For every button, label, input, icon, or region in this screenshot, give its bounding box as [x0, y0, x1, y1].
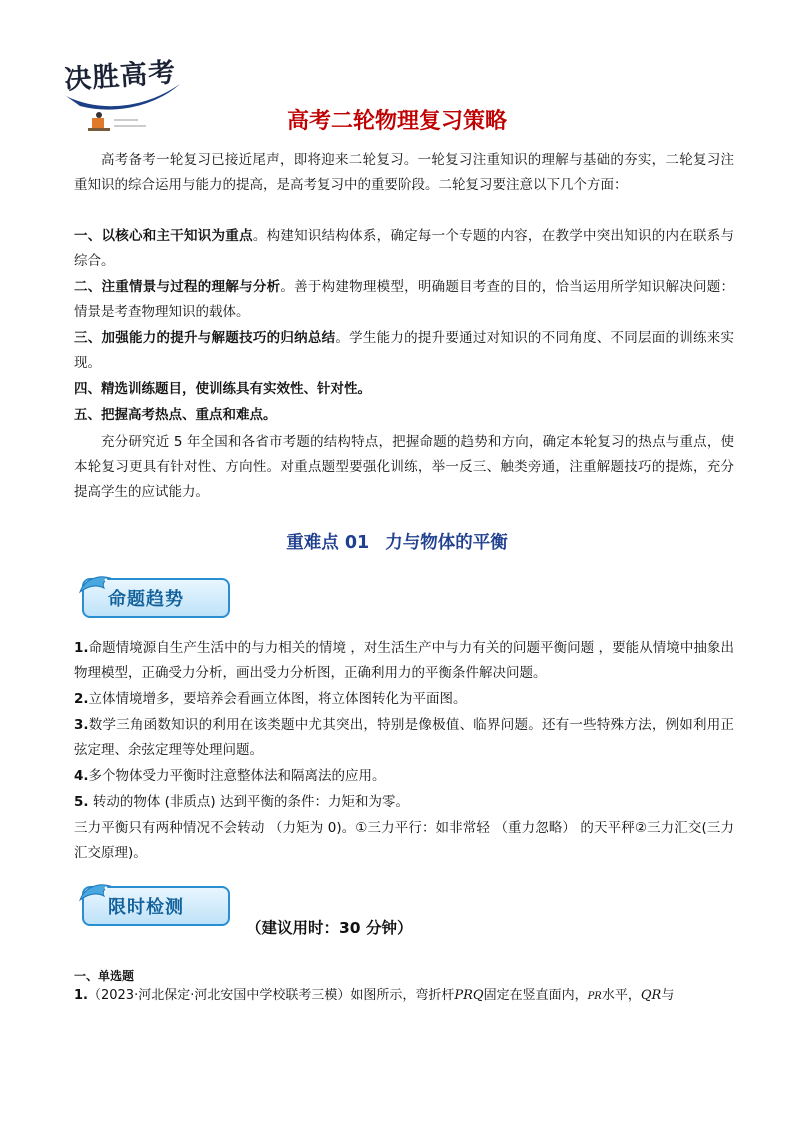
- trend-badge: [76, 572, 232, 622]
- item-text: 立体情境增多，要培养会看画立体图，将立体图转化为平面图。: [88, 691, 467, 707]
- trend-item-4: [74, 764, 734, 789]
- question-section-heading: 一、单选题: [74, 969, 135, 983]
- point-text: 。善于构建物理模型，明确题目考查的目的，恰当运用所学知识解决问题：情景是考查物理知识的载体。: [74, 279, 735, 320]
- closing-paragraph: 充分研究近 5 年全国和各省市考题的结构特点，把握命题的趋势和方向，确定本轮复习的热点与重点，使本轮复习更具有针对性、方向性。对重点题型要强化训练，举一反三、触类旁通，注重解题技巧的提炼，充分提高学生的应试能力。: [74, 434, 734, 500]
- time-hint: （建议用时：30 分钟）: [246, 919, 413, 937]
- trend-item-2: [74, 687, 734, 712]
- trend-item-5: [74, 790, 734, 815]
- badge-label: 命题趋势: [108, 589, 184, 610]
- trend-item-3: [74, 713, 734, 763]
- point-heading: 一、以核心和主干知识为重点: [74, 228, 253, 244]
- strategy-point-3: [74, 326, 734, 376]
- strategy-point-4: [74, 377, 734, 402]
- point-heading: 三、加强能力的提升与解题技巧的归纳总结: [74, 330, 336, 346]
- page-title: 高考二轮物理复习策略: [286, 109, 507, 134]
- trend-note: 三力平衡只有两种情况不会转动 （力矩为 0)。①三力平行：如非常轻 （重力忽略） 的天平秤②三力汇交(三力汇交原理)。: [74, 820, 734, 861]
- badge-label: 限时检测: [108, 897, 184, 918]
- point-heading: 五、把握高考热点、重点和难点。: [74, 407, 277, 423]
- item-number: 3.: [74, 717, 89, 733]
- question-text: 水平，: [601, 988, 641, 1003]
- math-var: PRQ: [454, 988, 484, 1003]
- point-text: 。构建知识结构体系，确定每一个专题的内容，在教学中突出知识的内在联系与综合。: [74, 228, 735, 269]
- item-text: 数学三角函数知识的利用在该类题中尤其突出，特别是像极值、临界问题。还有一些特殊方法，例如利用正弦定理、余弦定理等处理问题。: [74, 717, 734, 758]
- question-1: [74, 984, 754, 1009]
- section-title: [0, 529, 794, 554]
- math-var: PR: [587, 991, 602, 1002]
- strategy-point-2: [74, 275, 734, 325]
- item-number: 1.: [74, 640, 89, 656]
- item-text: 命题情境源自生产生活中的与力相关的情境 ，对生活生产中与力有关的问题平衡问题 ，要能从情境中抽象出物理模型，正确受力分析，画出受力分析图，正确利用力的平衡条件解决问题。: [74, 640, 734, 681]
- question-text: 固定在竖直面内，: [483, 988, 588, 1003]
- trend-item-1: [74, 636, 734, 686]
- item-number: 4.: [74, 768, 89, 784]
- question-text: 与: [661, 988, 675, 1003]
- section-topic: 力与物体的平衡: [385, 533, 508, 553]
- math-var: QR: [640, 988, 662, 1003]
- question-source: （2023·河北保定·河北安国中学校联考三模）: [87, 988, 351, 1003]
- strategy-point-1: [74, 224, 734, 274]
- point-heading: 二、注重情景与过程的理解与分析: [74, 279, 281, 295]
- section-label: 重难点 01: [286, 533, 370, 553]
- point-text: 。学生能力的提升要通过对知识的不同角度、不同层面的训练来实现。: [74, 330, 735, 371]
- question-text: 如图所示，弯折杆: [350, 988, 455, 1003]
- question-number: 1.: [74, 988, 88, 1003]
- item-text: 多个物体受力平衡时注意整体法和隔离法的应用。: [88, 768, 386, 784]
- intro-paragraph: 高考备考一轮复习已接近尾声，即将迎来二轮复习。一轮复习注重知识的理解与基础的夯实，二轮复习注重知识的综合运用与能力的提高，是高考复习中的重要阶段。二轮复习要注意以下几个方面：: [74, 152, 734, 193]
- timed-test-badge: [76, 880, 232, 930]
- logo-text: 决胜高考: [63, 57, 178, 96]
- item-text: 转动的物体 (非质点) 达到平衡的条件：力矩和为零。: [88, 794, 409, 810]
- strategy-point-5: [74, 403, 734, 428]
- item-number: 5.: [74, 794, 89, 810]
- item-number: 2.: [74, 691, 89, 707]
- point-heading: 四、精选训练题目，使训练具有实效性、针对性。: [74, 381, 371, 397]
